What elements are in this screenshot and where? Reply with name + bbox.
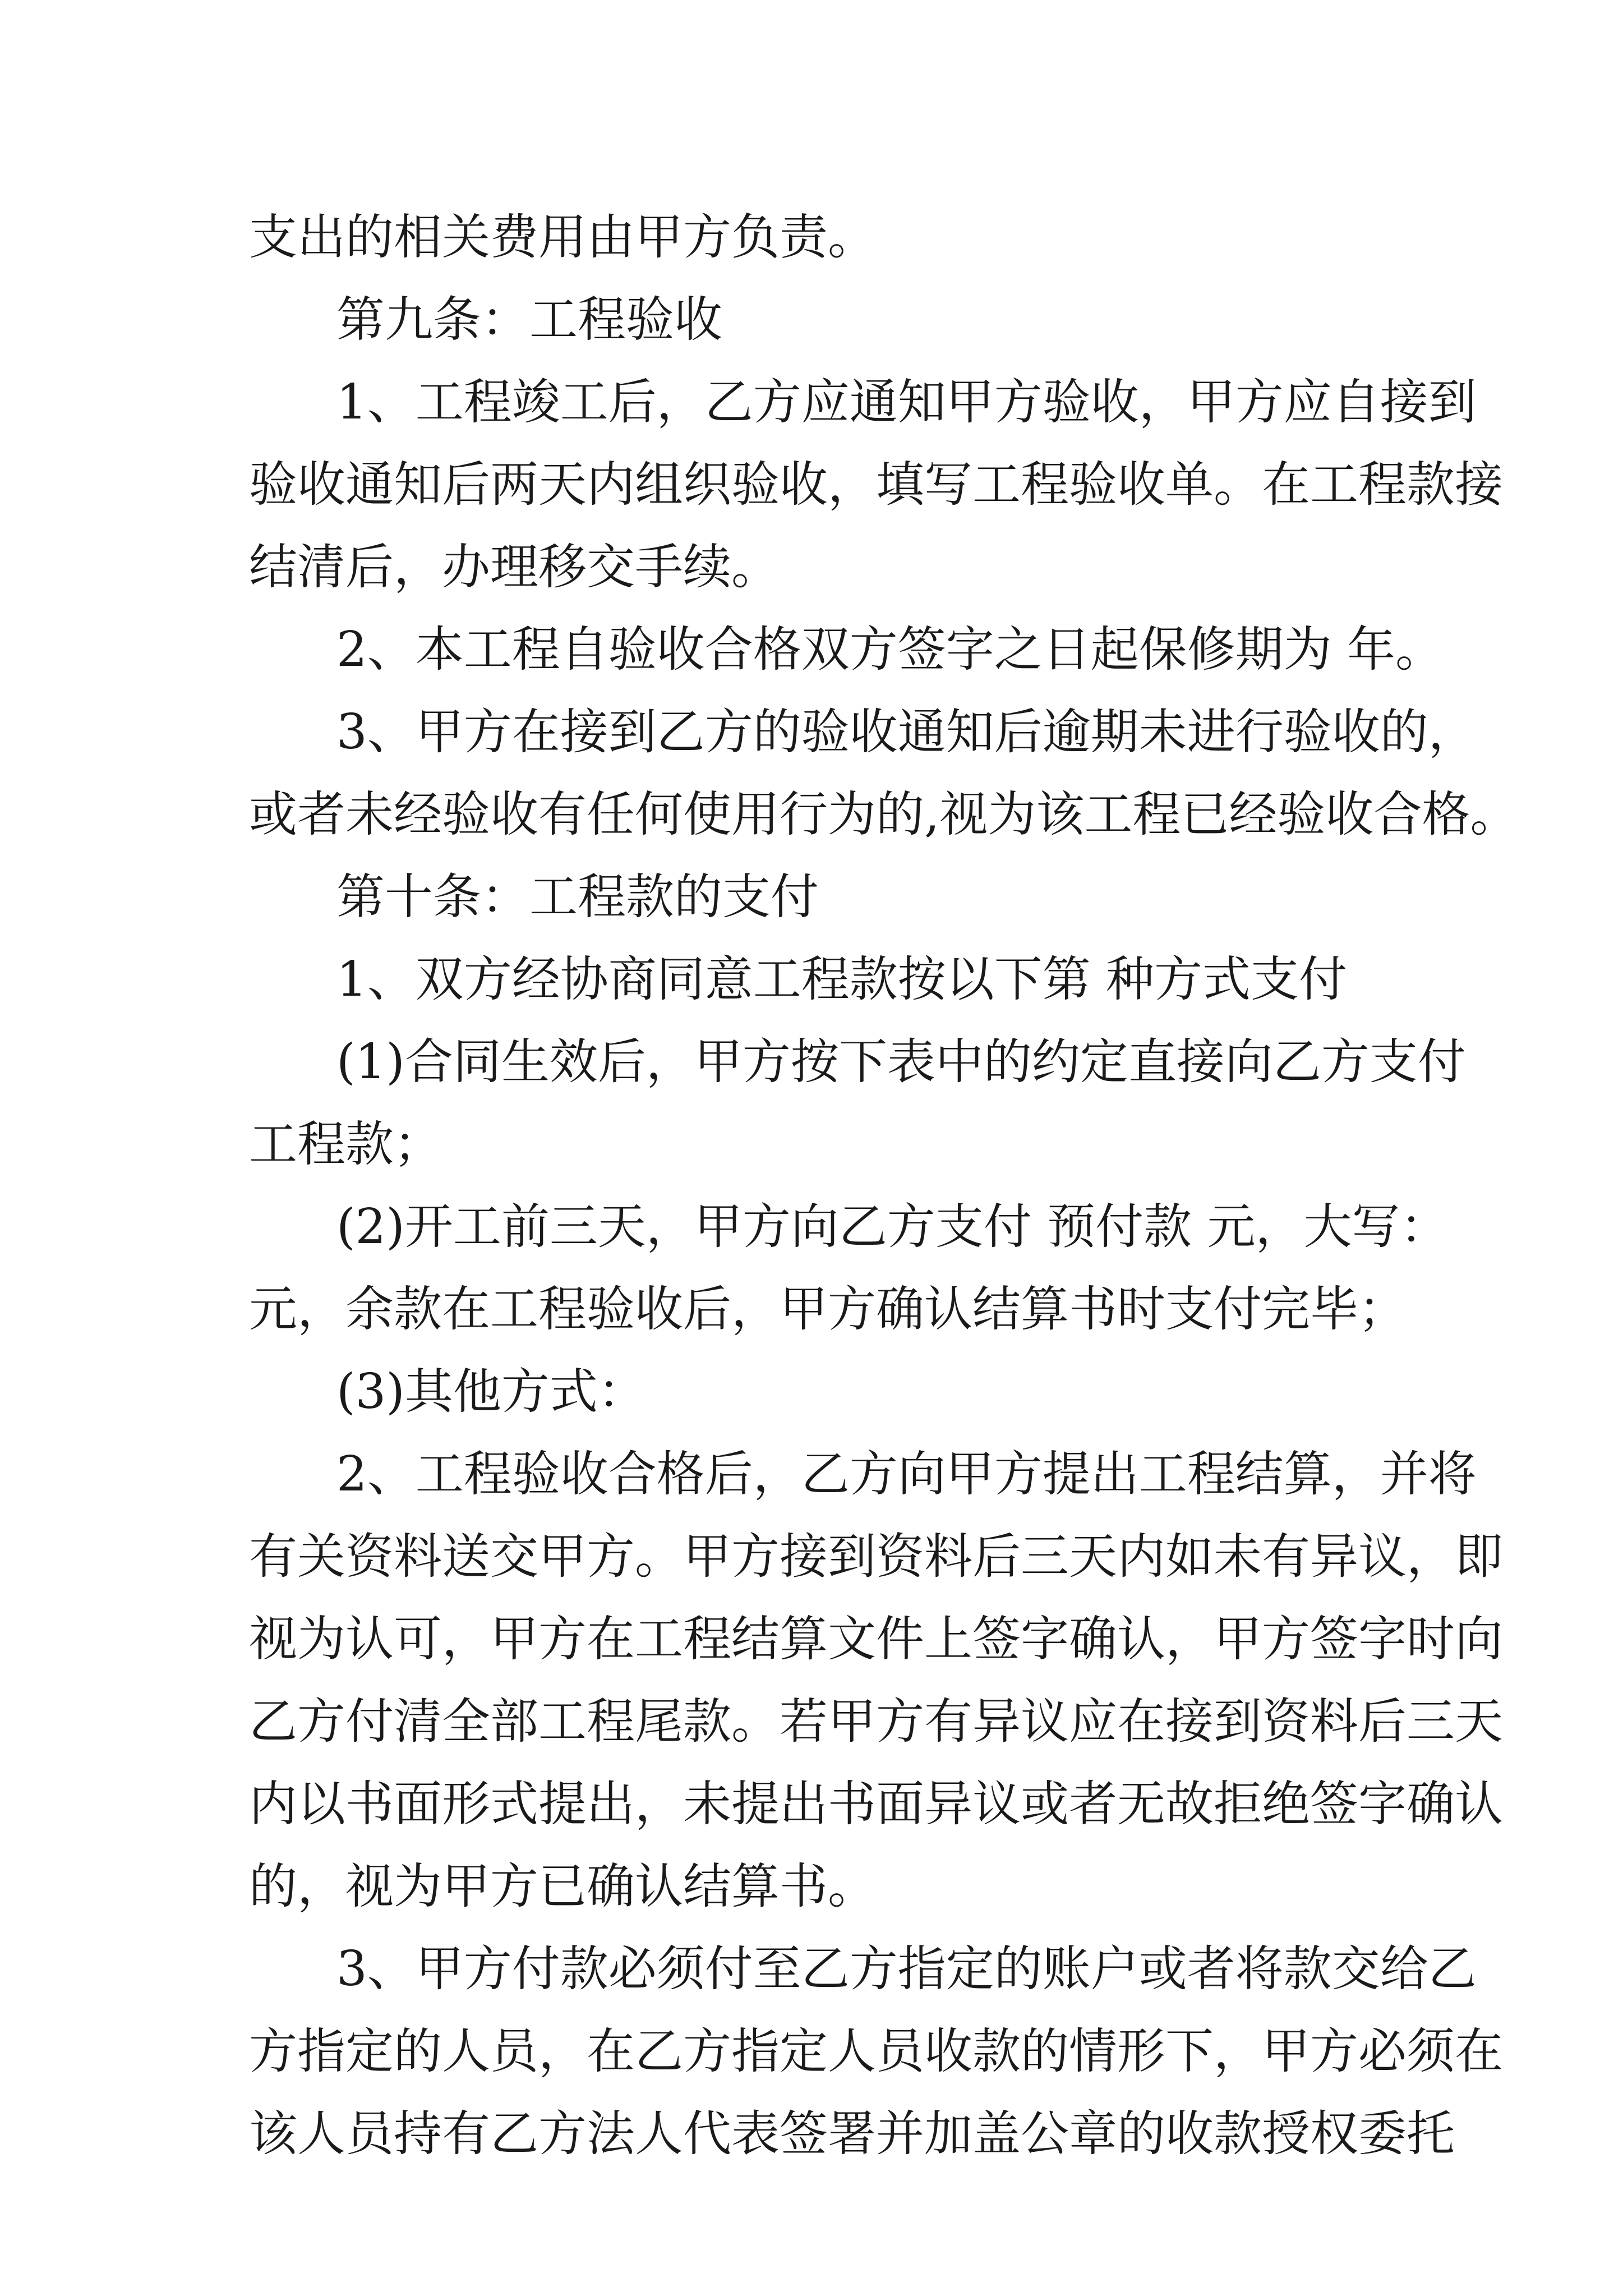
section-heading-article-9: 第九条：工程验收 — [336, 292, 722, 348]
text-line-3: 1、工程竣工后，乙方应通知甲方验收，甲方应自接到 — [336, 374, 1477, 430]
text-line-14: 元，余款在工程验收后，甲方确认结算书时支付完毕； — [249, 1281, 1407, 1337]
text-line-24: 该人员持有乙方法人代表签署并加盖公章的收款授权委托 — [249, 2106, 1455, 2162]
text-line-23: 方指定的人员，在乙方指定人员收款的情形下，甲方必须在 — [249, 2023, 1503, 2079]
text-line-12: 工程款； — [249, 1116, 442, 1172]
text-line-22: 3、甲方付款必须付至乙方指定的账户或者将款交给乙 — [336, 1941, 1477, 1997]
text-line-18: 视为认可，甲方在工程结算文件上签字确认，甲方签字时向 — [249, 1611, 1503, 1667]
text-line-6: 2、本工程自验收合格双方签字之日起保修期为 年。 — [336, 622, 1444, 678]
text-line-4: 验收通知后两天内组织验收，填写工程验收单。在工程款接 — [249, 457, 1503, 513]
text-line-16: 2、工程验收合格后，乙方向甲方提出工程结算，并将 — [336, 1446, 1477, 1502]
text-line-21: 的，视为甲方已确认结算书。 — [249, 1858, 876, 1915]
section-heading-article-10: 第十条：工程款的支付 — [336, 869, 819, 925]
text-line-1: 支出的相关费用由甲方负责。 — [249, 209, 876, 265]
text-line-7: 3、甲方在接到乙方的验收通知后逾期未进行验收的， — [336, 704, 1477, 760]
text-line-10: 1、双方经协商同意工程款按以下第 种方式支付 — [336, 951, 1348, 1007]
text-line-15: (3)其他方式： — [336, 1364, 646, 1420]
text-line-20: 内以书面形式提出，未提出书面异议或者无故拒绝签字确认 — [249, 1776, 1503, 1832]
text-line-8: 或者未经验收有任何使用行为的,视为该工程已经验收合格。 — [249, 786, 1519, 843]
text-line-13: (2)开工前三天，甲方向乙方支付 预付款 元，大写： — [336, 1199, 1449, 1255]
text-line-11: (1)合同生效后，甲方按下表中的约定直接向乙方支付 — [336, 1034, 1466, 1090]
text-line-17: 有关资料送交甲方。甲方接到资料后三天内如未有异议，即 — [249, 1529, 1503, 1585]
text-line-19: 乙方付清全部工程尾款。若甲方有异议应在接到资料后三天 — [249, 1694, 1503, 1750]
text-line-5: 结清后，办理移交手续。 — [249, 539, 780, 595]
